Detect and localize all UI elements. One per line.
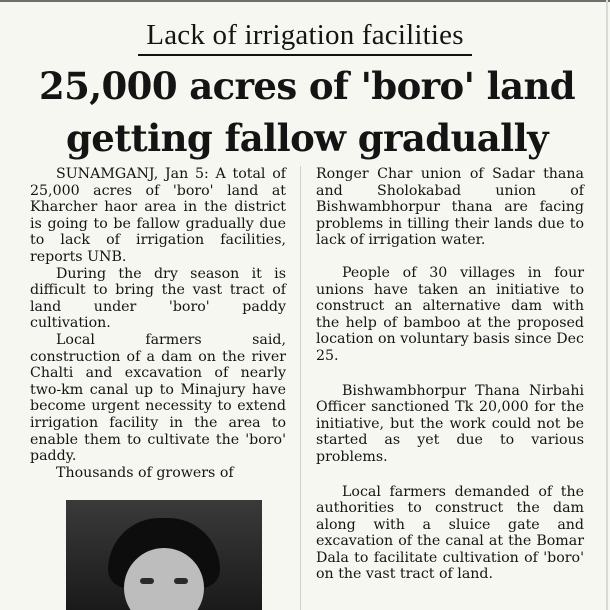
article-photo	[66, 500, 262, 610]
photo-left-eye-shape	[140, 578, 154, 584]
article-headline	[14, 60, 600, 164]
right-edge-rule	[606, 0, 608, 610]
right-column	[316, 166, 584, 583]
left-column	[30, 166, 286, 481]
left-paragraph-4: Thousands of growers of	[56, 464, 234, 481]
photo-right-eye-shape	[174, 578, 188, 584]
article-kicker: Lack of irrigation facilities	[138, 18, 471, 56]
right-paragraph-2: People of 30 villages in four unions have taken an initiative to construct an alternative dam with the help of bamboo at the proposed location on voluntary basis since Dec 25.	[316, 264, 584, 364]
headline-line-1: 25,000 acres of 'boro' land	[38, 64, 576, 108]
top-border-rule	[0, 0, 610, 2]
left-paragraph-2: During the dry season it is difficult to bring the vast tract of land under 'boro' paddy cultivation.	[30, 265, 286, 332]
left-paragraph-3: Local farmers said, construction of a dam on the river Chalti and excavation of nearly two-km canal up to Minajury have become urgent necessity to extend irrigation facility in the area to enable them to cultivate the 'boro' paddy.	[30, 331, 286, 465]
right-paragraph-3: Bishwambhorpur Thana Nirbahi Officer sanctioned Tk 20,000 for the initiative, but the work could not be started as yet due to various problems.	[316, 382, 584, 465]
right-paragraph-1: Ronger Char union of Sadar thana and Sholokabad union of Bishwambhorpur thana are facing problems in tilling their lands due to lack of irrigation water.	[316, 166, 584, 249]
headline-line-2: getting fallow gradually	[65, 116, 548, 160]
left-paragraph-1: SUNAMGANJ, Jan 5: A total of 25,000 acres of 'boro' land at Kharcher haor area in the district is going to be fallow gradually due to lack of irrigation facilities, reports UNB.	[30, 166, 286, 265]
kicker-container	[0, 18, 610, 56]
column-divider	[300, 166, 301, 610]
right-paragraph-4: Local farmers demanded of the authorities to construct the dam along with a sluice gate and excavation of the canal at the Bomar Dala to facilitate cultivation of 'boro' on the vast tract of land.	[316, 483, 584, 583]
